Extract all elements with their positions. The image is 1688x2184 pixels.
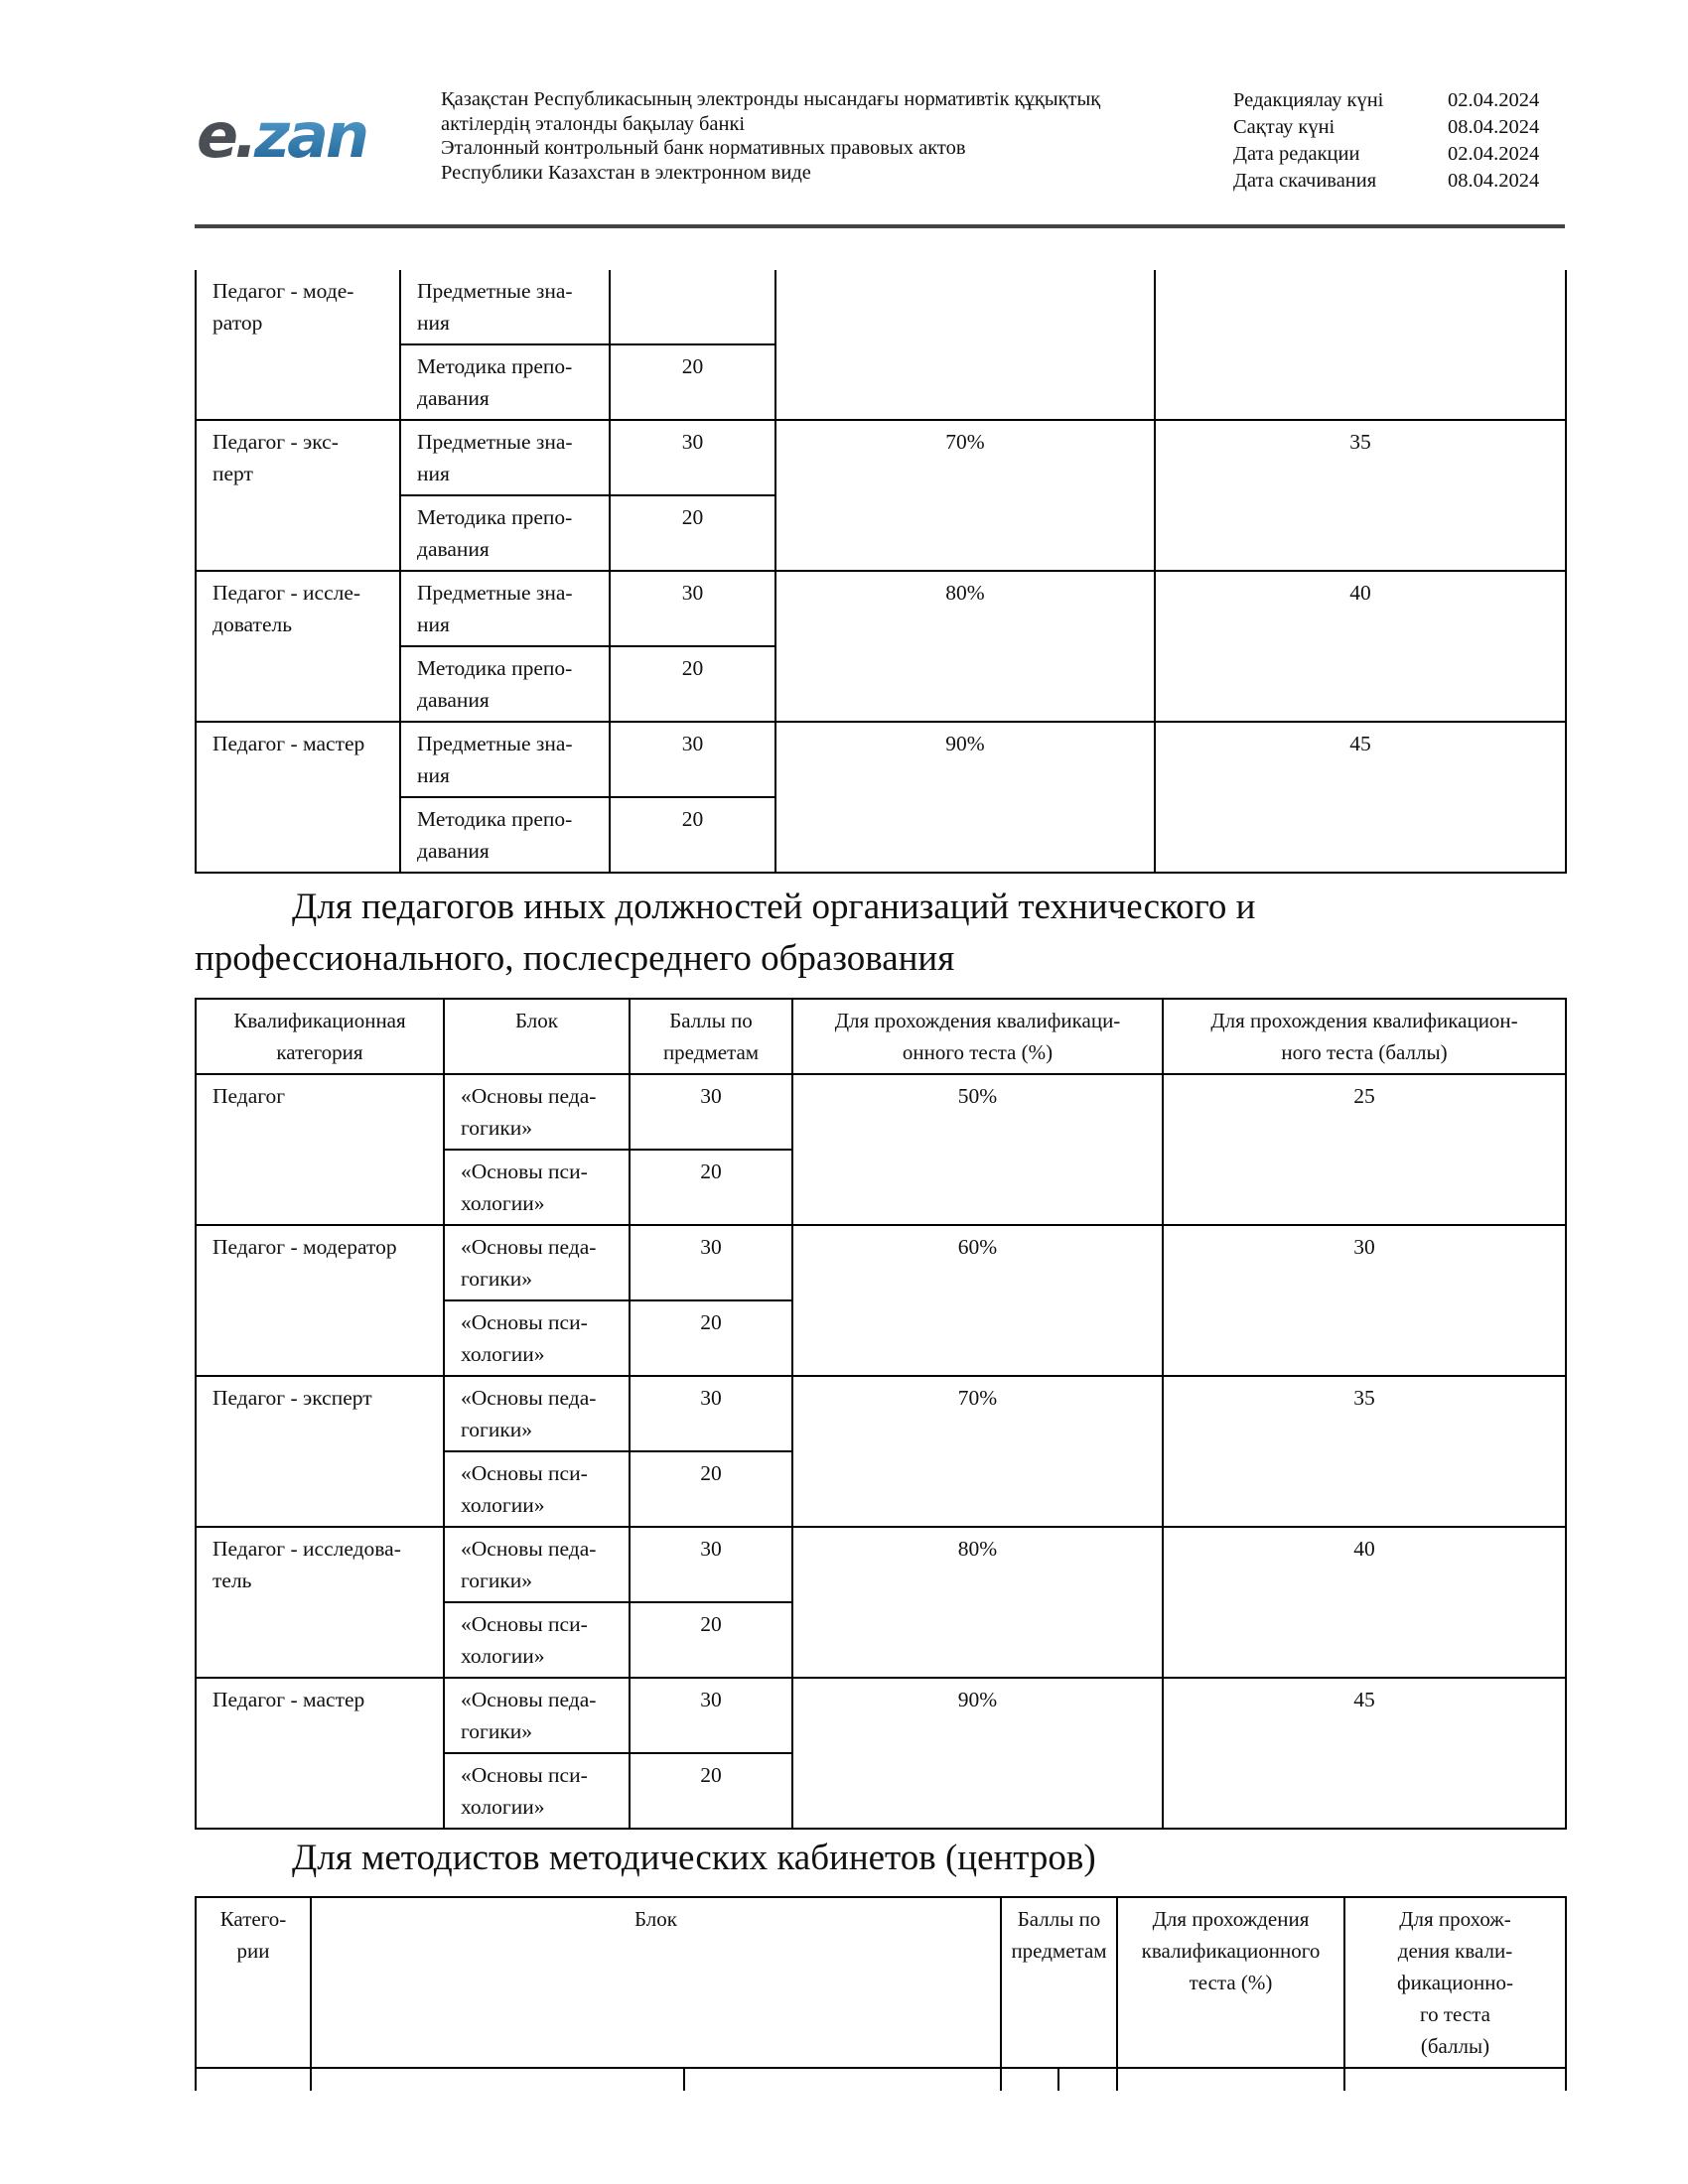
block-cell: «Основы пси- хологии» xyxy=(444,1602,630,1678)
table-row xyxy=(196,1074,1566,1150)
block-cell: «Основы пси- хологии» xyxy=(444,1451,630,1527)
table-cell xyxy=(1344,2068,1566,2091)
table-row xyxy=(196,1376,1566,1451)
meta-label: Редакциялау күні xyxy=(1233,89,1384,111)
header-title-line: Қазақстан Республикасының электронды нысандағы нормативтік құқықтық xyxy=(441,88,1101,110)
header-divider xyxy=(195,224,1565,228)
meta-value: 02.04.2024 xyxy=(1448,143,1540,165)
column-header: Квалификационная категория xyxy=(196,999,444,1074)
score-cell: 20 xyxy=(630,1150,792,1225)
column-header: Для прохождения квалификаци- онного теста (%) xyxy=(792,999,1163,1074)
block-cell: «Основы педа- гогики» xyxy=(444,1074,630,1150)
points-cell: 35 xyxy=(1163,1376,1566,1527)
document-header xyxy=(195,87,1565,226)
table-cell xyxy=(1058,2068,1117,2091)
table-row xyxy=(196,722,1566,797)
table-header-row xyxy=(196,1897,1566,2068)
meta-value: 08.04.2024 xyxy=(1448,170,1540,192)
column-header: Для прохождения квалификационного теста (%) xyxy=(1117,1897,1344,2068)
block-cell: «Основы педа- гогики» xyxy=(444,1376,630,1451)
table-cell xyxy=(311,2068,684,2091)
score-cell: 30 xyxy=(630,1225,792,1300)
percent-cell: 70% xyxy=(775,420,1155,571)
points-cell: 35 xyxy=(1155,420,1566,571)
score-cell: 20 xyxy=(630,1753,792,1829)
meta-label: Дата редакции xyxy=(1233,143,1360,165)
category-cell: Педагог - модератор xyxy=(196,1225,444,1376)
table-row xyxy=(196,571,1566,646)
table-row xyxy=(196,1678,1566,1753)
table-row xyxy=(196,1527,1566,1602)
meta-label: Сақтау күні xyxy=(1233,116,1336,138)
heading-line: Для методистов методических кабинетов (центров) xyxy=(292,1838,1096,1878)
column-header: Катего- рии xyxy=(196,1897,311,2068)
block-cell: Методика препо- давания xyxy=(400,495,610,571)
block-cell: «Основы пси- хологии» xyxy=(444,1753,630,1829)
points-cell: 45 xyxy=(1163,1678,1566,1829)
column-header: Для прохождения квалификацион- ного теста (баллы) xyxy=(1163,999,1566,1074)
table-cell xyxy=(1001,2068,1058,2091)
score-cell: 20 xyxy=(630,1300,792,1376)
block-cell: «Основы педа- гогики» xyxy=(444,1225,630,1300)
category-cell: Педагог - моде- ратор xyxy=(196,270,400,420)
points-cell xyxy=(1155,270,1566,420)
percent-cell: 70% xyxy=(792,1376,1163,1527)
block-cell: «Основы педа- гогики» xyxy=(444,1678,630,1753)
block-cell: Предметные зна- ния xyxy=(400,270,610,344)
column-header: Блок xyxy=(444,999,630,1074)
header-title xyxy=(441,87,1196,185)
score-cell: 30 xyxy=(610,571,775,646)
block-cell: Предметные зна- ния xyxy=(400,420,610,495)
points-cell: 40 xyxy=(1155,571,1566,722)
block-cell: «Основы педа- гогики» xyxy=(444,1527,630,1602)
percent-cell xyxy=(775,270,1155,420)
header-meta xyxy=(1233,87,1565,195)
score-cell: 20 xyxy=(610,344,775,420)
heading-line: профессионального, послесреднего образования xyxy=(195,938,955,979)
percent-cell: 80% xyxy=(775,571,1155,722)
category-cell: Педагог - экс- перт xyxy=(196,420,400,571)
section-heading-methodists xyxy=(195,1833,1565,1884)
table-row xyxy=(196,1225,1566,1300)
score-cell xyxy=(610,270,775,344)
block-cell: Методика препо- давания xyxy=(400,646,610,722)
meta-value: 08.04.2024 xyxy=(1448,116,1540,138)
score-cell: 20 xyxy=(610,646,775,722)
block-cell: Предметные зна- ния xyxy=(400,722,610,797)
header-title-line: Республики Казахстан в электронном виде xyxy=(441,161,811,184)
category-cell: Педагог xyxy=(196,1074,444,1225)
score-cell: 30 xyxy=(610,420,775,495)
svg-text:zan: zan xyxy=(254,101,367,172)
block-cell: «Основы пси- хологии» xyxy=(444,1300,630,1376)
column-header: Баллы по предметам xyxy=(1001,1897,1117,2068)
block-cell: Предметные зна- ния xyxy=(400,571,610,646)
heading-line: Для педагогов иных должностей организаций технического и xyxy=(292,887,1256,927)
meta-label: Дата скачивания xyxy=(1233,170,1377,192)
points-cell: 25 xyxy=(1163,1074,1566,1225)
column-header: Для прохож- дения квали- фикационно- го теста (баллы) xyxy=(1344,1897,1566,2068)
meta-value: 02.04.2024 xyxy=(1448,89,1540,111)
methodists-qualification-table xyxy=(195,1896,1567,2091)
svg-text:.: . xyxy=(234,101,258,172)
column-header: Блок xyxy=(311,1897,1001,2068)
table-cell xyxy=(1117,2068,1344,2091)
percent-cell: 90% xyxy=(775,722,1155,873)
category-cell: Педагог - мастер xyxy=(196,1678,444,1829)
percent-cell: 80% xyxy=(792,1527,1163,1678)
table-row xyxy=(196,2068,1566,2091)
category-cell: Педагог - исследова- тель xyxy=(196,1527,444,1678)
score-cell: 20 xyxy=(630,1602,792,1678)
score-cell: 20 xyxy=(630,1451,792,1527)
table-row xyxy=(196,420,1566,495)
points-cell: 45 xyxy=(1155,722,1566,873)
category-cell: Педагог - эксперт xyxy=(196,1376,444,1527)
header-title-line: Эталонный контрольный банк нормативных правовых актов xyxy=(441,137,966,159)
ezan-logo xyxy=(195,101,393,175)
score-cell: 30 xyxy=(630,1678,792,1753)
table-cell xyxy=(684,2068,1001,2091)
percent-cell: 50% xyxy=(792,1074,1163,1225)
score-cell: 20 xyxy=(610,495,775,571)
block-cell: Методика препо- давания xyxy=(400,344,610,420)
score-cell: 20 xyxy=(610,797,775,873)
score-cell: 30 xyxy=(630,1376,792,1451)
block-cell: Методика препо- давания xyxy=(400,797,610,873)
block-cell: «Основы пси- хологии» xyxy=(444,1150,630,1225)
score-cell: 30 xyxy=(630,1527,792,1602)
technical-education-qualification-table xyxy=(195,998,1567,1830)
percent-cell: 90% xyxy=(792,1678,1163,1829)
points-cell: 30 xyxy=(1163,1225,1566,1376)
header-title-line: актілердің эталонды бақылау банкі xyxy=(441,112,746,135)
continued-qualification-table xyxy=(195,270,1567,874)
category-cell: Педагог - мастер xyxy=(196,722,400,873)
section-heading-technical-education xyxy=(195,882,1565,985)
percent-cell: 60% xyxy=(792,1225,1163,1376)
score-cell: 30 xyxy=(610,722,775,797)
svg-text:e: e xyxy=(197,101,237,172)
category-cell: Педагог - иссле- дователь xyxy=(196,571,400,722)
table-header-row xyxy=(196,999,1566,1074)
score-cell: 30 xyxy=(630,1074,792,1150)
points-cell: 40 xyxy=(1163,1527,1566,1678)
table-row xyxy=(196,270,1566,344)
table-cell xyxy=(196,2068,311,2091)
column-header: Баллы по предметам xyxy=(630,999,792,1074)
